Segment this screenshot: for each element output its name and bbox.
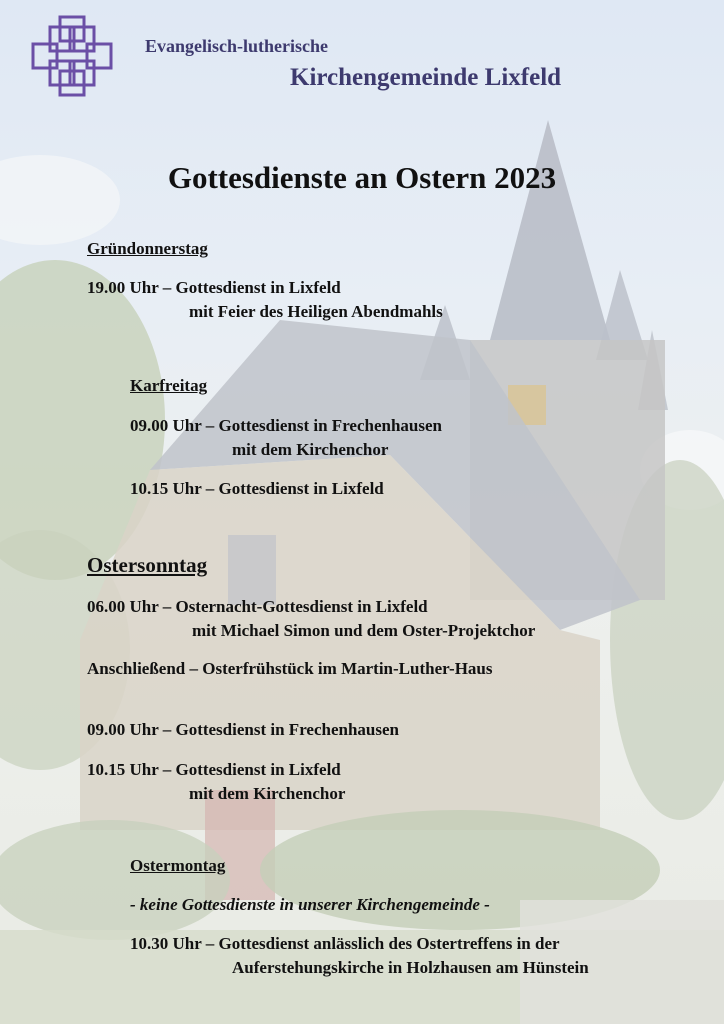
service-line: mit dem Kirchenchor bbox=[189, 784, 346, 803]
heading-gruendonnerstag: Gründonnerstag bbox=[87, 239, 208, 258]
service-line: mit dem Kirchenchor bbox=[232, 440, 389, 459]
church-logo bbox=[30, 14, 114, 98]
service-line: Auferstehungskirche in Holzhausen am Hünstein bbox=[232, 958, 589, 977]
service-line: Anschließend – Osterfrühstück im Martin-Luther-Haus bbox=[87, 659, 493, 678]
heading-ostermontag: Ostermontag bbox=[130, 856, 226, 875]
service-line: 19.00 Uhr – Gottesdienst in Lixfeld bbox=[87, 278, 341, 297]
service-line: 06.00 Uhr – Osternacht-Gottesdienst in Lixfeld bbox=[87, 597, 428, 616]
notice-line: - keine Gottesdienste in unserer Kirchengemeinde - bbox=[130, 895, 490, 914]
org-line-2: Kirchengemeinde Lixfeld bbox=[290, 64, 562, 91]
service-line: 10.15 Uhr – Gottesdienst in Lixfeld bbox=[87, 760, 341, 779]
heading-karfreitag: Karfreitag bbox=[130, 376, 208, 395]
service-line: mit Feier des Heiligen Abendmahls bbox=[189, 302, 443, 321]
page-title: Gottesdienste an Ostern 2023 bbox=[167, 160, 557, 195]
org-line-1: Evangelisch-lutherische bbox=[145, 36, 328, 56]
service-line: 09.00 Uhr – Gottesdienst in Frechenhausen bbox=[130, 416, 443, 435]
service-line: 10.30 Uhr – Gottesdienst anlässlich des Ostertreffens in der bbox=[130, 934, 560, 953]
service-line: mit Michael Simon und dem Oster-Projektchor bbox=[192, 621, 536, 640]
heading-ostersonntag: Ostersonntag bbox=[87, 553, 208, 577]
service-line: 09.00 Uhr – Gottesdienst in Frechenhausen bbox=[87, 720, 400, 739]
service-line: 10.15 Uhr – Gottesdienst in Lixfeld bbox=[130, 479, 384, 498]
